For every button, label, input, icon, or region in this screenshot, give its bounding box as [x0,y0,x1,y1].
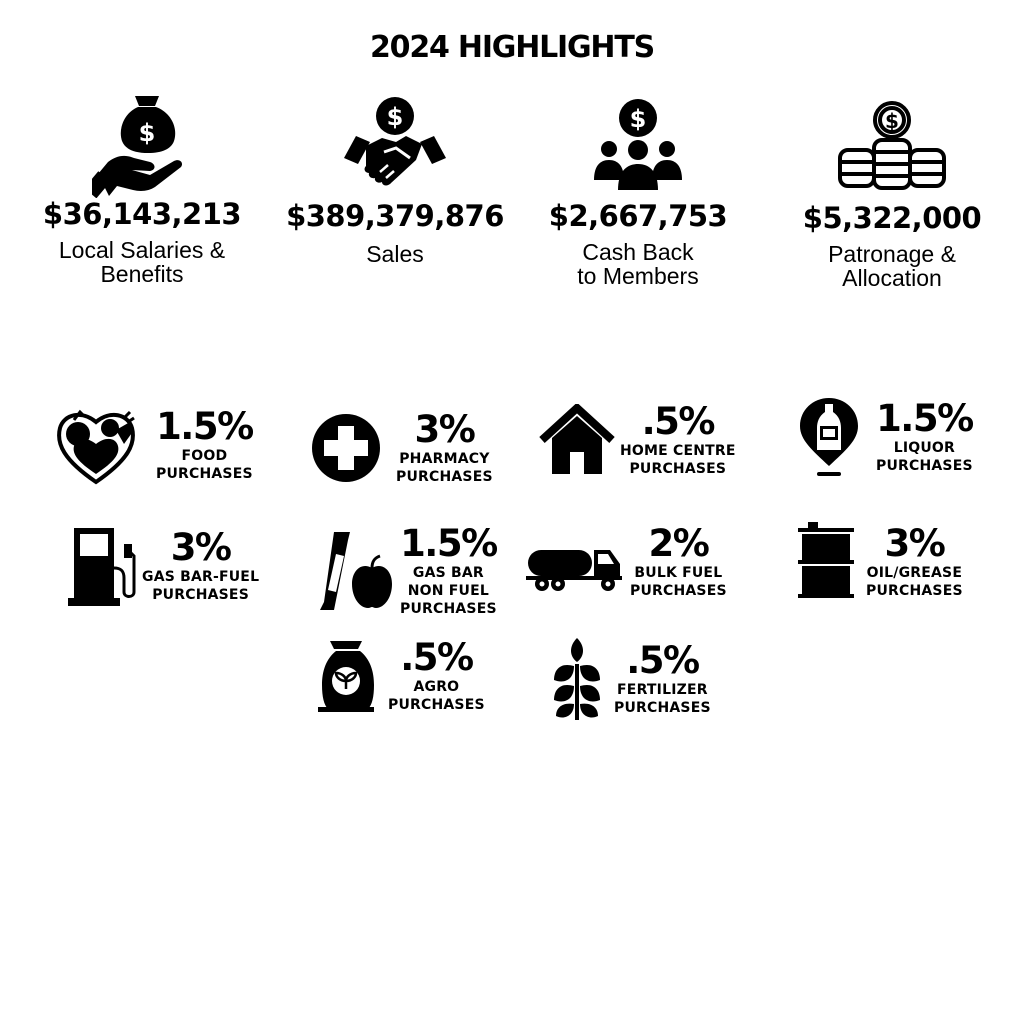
money-bag-hand-icon [92,94,192,198]
coin-stacks-icon [836,100,948,192]
rate-food [54,404,253,486]
rate-percent: 1.5% [156,405,253,448]
rate-caption: HOME CENTRE PURCHASES [620,443,736,477]
rate-percent: 3% [170,526,231,569]
liquor-pin-icon [798,396,860,478]
rate-percent: 2% [648,522,709,565]
rate-percent: 1.5% [400,522,497,565]
medical-cross-icon [310,412,382,484]
house-icon [538,404,616,476]
stat-value: $2,667,753 [548,199,728,233]
rate-pharmacy [310,410,493,486]
rate-gas-bar-non-fuel [312,524,497,618]
seed-bag-icon [316,639,376,713]
rate-caption: GAS BAR-FUEL PURCHASES [142,569,260,603]
rate-fertilizer [550,636,711,722]
stat-value: $5,322,000 [802,201,982,235]
rate-percent: .5% [641,400,714,443]
svg-text:$: $ [629,105,647,133]
stat-patronage [772,100,1012,290]
rate-caption: FOOD PURCHASES [156,448,253,482]
stat-label: Local Salaries & Benefits [58,237,226,287]
stat-sales [275,96,515,266]
rate-oil-grease [798,522,963,602]
rate-bulk-fuel [526,524,727,600]
rate-caption: PHARMACY PURCHASES [396,451,493,485]
rate-percent: 3% [414,408,475,451]
rate-home-centre [538,402,736,478]
rate-percent: 3% [884,522,945,565]
stat-label: Sales [366,241,424,267]
rate-caption: LIQUOR PURCHASES [876,440,973,474]
wheat-icon [550,636,604,722]
food-heart-icon [54,404,138,486]
svg-text:$: $ [885,109,899,133]
stat-local-salaries [22,94,262,286]
stat-label: Cash Back to Members [577,239,699,289]
page-title: 2024 HIGHLIGHTS [369,30,655,65]
stat-label: Patronage & Allocation [828,241,956,291]
stat-value: $36,143,213 [42,197,242,231]
rate-caption: GAS BAR NON FUEL PURCHASES [400,565,497,617]
svg-text:$: $ [138,119,156,147]
rate-percent: 1.5% [876,397,973,440]
rate-caption: BULK FUEL PURCHASES [630,565,727,599]
fuel-pump-icon [68,524,136,608]
rate-percent: .5% [626,639,699,682]
rate-percent: .5% [400,636,473,679]
handshake-dollar-icon [340,96,450,196]
rate-liquor [798,396,973,478]
rate-agro [316,638,485,714]
svg-text:$: $ [386,103,404,131]
rate-caption: AGRO PURCHASES [388,679,485,713]
snack-apple-icon [312,530,394,612]
rate-caption: OIL/GREASE PURCHASES [866,565,963,599]
oil-barrel-icon [798,522,858,602]
rate-caption: FERTILIZER PURCHASES [614,682,711,716]
rate-gas-bar-fuel [68,524,259,608]
tanker-truck-icon [526,532,624,592]
stat-cash-back [518,98,758,288]
members-dollar-icon [588,98,688,192]
stat-value: $389,379,876 [286,199,504,233]
